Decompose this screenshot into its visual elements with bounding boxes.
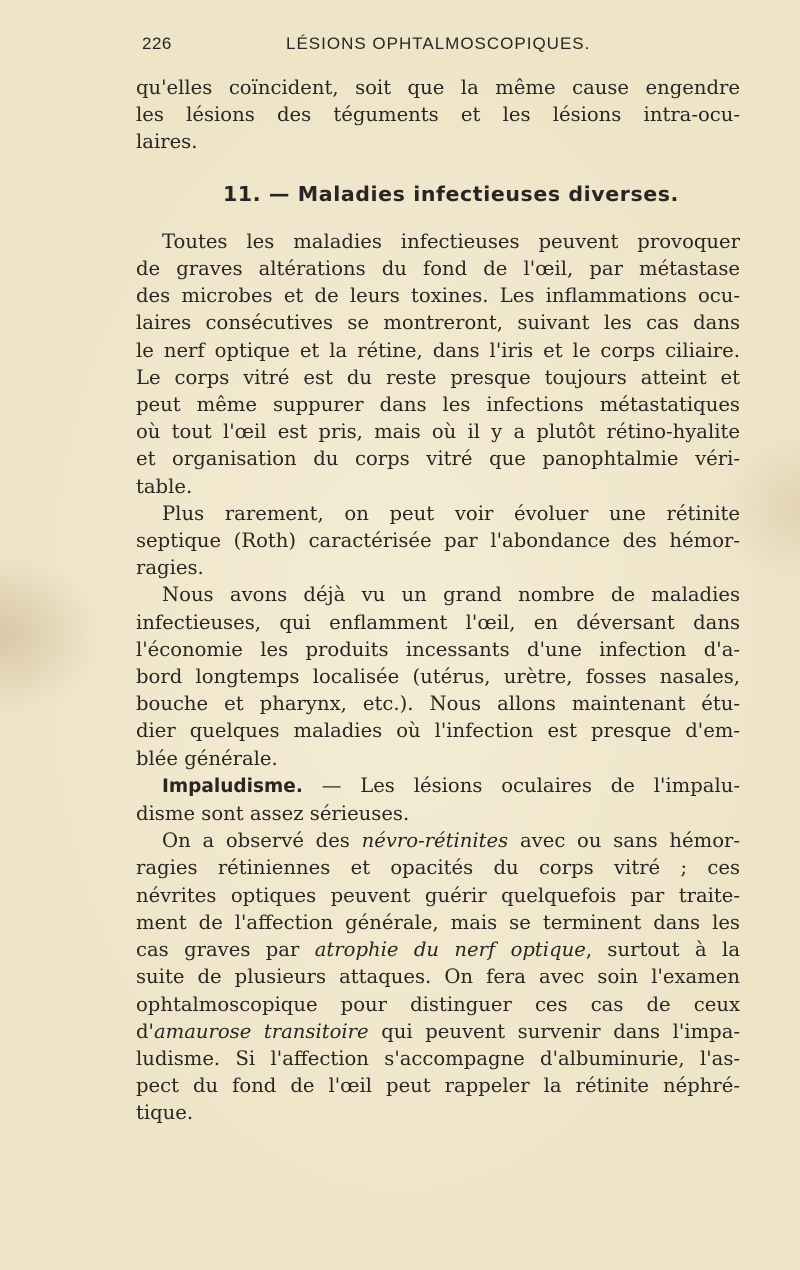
text-line: [136, 827, 740, 854]
text-line: laires consécutives se montreront, suivant les cas dans: [136, 311, 740, 335]
text-line: les lésions des téguments et les lésions intra-ocu-: [136, 103, 740, 127]
text-run: d': [136, 1019, 154, 1043]
text-line: où tout l'œil est pris, mais où il y a plutôt rétino-hyalite: [136, 420, 740, 444]
paragraph-impaludisme: [136, 772, 740, 827]
italic-term: atrophie du nerf optique: [314, 938, 586, 962]
text-line: table.: [136, 474, 193, 498]
text-line: des microbes et de leurs toxines. Les inflammations ocu-: [136, 284, 740, 308]
text-line: bouche et pharynx, etc.). Nous allons maintenant étu-: [136, 692, 740, 716]
text-line: Toutes les maladies infectieuses peuvent provoquer: [162, 229, 740, 253]
text-line: disme sont assez sérieuses.: [136, 802, 410, 826]
text-line: ragies rétiniennes et opacités du corps vitré ; ces: [136, 856, 740, 880]
text-line: névrites optiques peuvent guérir quelquefois par traite-: [136, 883, 740, 907]
text-line: pect du fond de l'œil peut rappeler la rétinite néphré-: [136, 1074, 740, 1098]
text-line: Le corps vitré est du reste presque toujours atteint et: [136, 365, 740, 389]
section-dash: —: [268, 181, 291, 206]
text-line: dier quelques maladies où l'infection est presque d'em-: [136, 719, 740, 743]
text-run: On a observé des: [162, 829, 362, 853]
italic-term: amaurose transitoire: [153, 1019, 369, 1043]
section-title: Maladies infectieuses diverses.: [297, 181, 679, 206]
text-line: [136, 936, 740, 963]
running-header: [136, 34, 746, 58]
section-number: 11.: [223, 181, 262, 206]
text-line: de graves altérations du fond de l'œil, par métastase: [136, 257, 740, 281]
text-line: l'économie les produits incessants d'une infection d'a-: [136, 637, 740, 661]
text-line: infectieuses, qui enflamment l'œil, en déversant dans: [136, 610, 740, 634]
text-line: blée générale.: [136, 746, 278, 770]
text-run: cas graves par: [136, 938, 315, 962]
text-line: ophtalmoscopique pour distinguer ces cas de ceux: [136, 992, 740, 1016]
paragraph-infectious-diseases: [136, 228, 740, 500]
text-line: qu'elles coïncident, soit que la même cause engendre: [136, 76, 740, 99]
paragraph-general-infection: [136, 581, 740, 771]
text-line: tique.: [136, 1101, 194, 1125]
body-text: [136, 74, 740, 1127]
section-heading: [162, 181, 740, 208]
text-line: [136, 1018, 740, 1045]
text-line: Plus rarement, on peut voir évoluer une rétinite: [162, 501, 740, 525]
text-run: avec ou sans hémor-: [508, 829, 740, 853]
italic-term: névro-rétinites: [361, 829, 509, 853]
text-line: peut même suppurer dans les infections métastatiques: [136, 393, 740, 417]
text-line: septique (Roth) caractérisée par l'abondance des hémor-: [136, 529, 740, 553]
text-line: Nous avons déjà vu un grand nombre de maladies: [162, 583, 740, 607]
intro-paragraph: [136, 74, 740, 156]
text-line: [136, 772, 740, 800]
text-line: ragies.: [136, 556, 204, 580]
text-run: qui peuvent survenir dans l'impa-: [368, 1019, 740, 1043]
text-line: laires.: [136, 130, 198, 154]
text-line: ment de l'affection générale, mais se terminent dans les: [136, 910, 740, 934]
running-title: LÉSIONS OPHTALMOSCOPIQUES.: [286, 34, 591, 53]
text-line: le nerf optique et la rétine, dans l'iris et le corps ciliaire.: [136, 338, 740, 362]
page-number: 226: [142, 34, 172, 53]
paragraph-neuro-retinitis: [136, 827, 740, 1126]
text-line: ludisme. Si l'affection s'accompagne d'albuminurie, l'as-: [136, 1046, 740, 1070]
text-line: suite de plusieurs attaques. On fera avec soin l'examen: [136, 965, 740, 989]
subheading-impaludisme: Impaludisme.: [162, 775, 303, 797]
paragraph-septic-retinitis: [136, 500, 740, 582]
text-line: bord longtemps localisée (utérus, urètre, fosses nasales,: [136, 665, 740, 689]
text-run: , surtout à la: [585, 938, 741, 962]
text-line: et organisation du corps vitré que panophtalmie véri-: [136, 447, 740, 471]
text-run: — Les lésions oculaires de l'impalu-: [302, 773, 740, 797]
